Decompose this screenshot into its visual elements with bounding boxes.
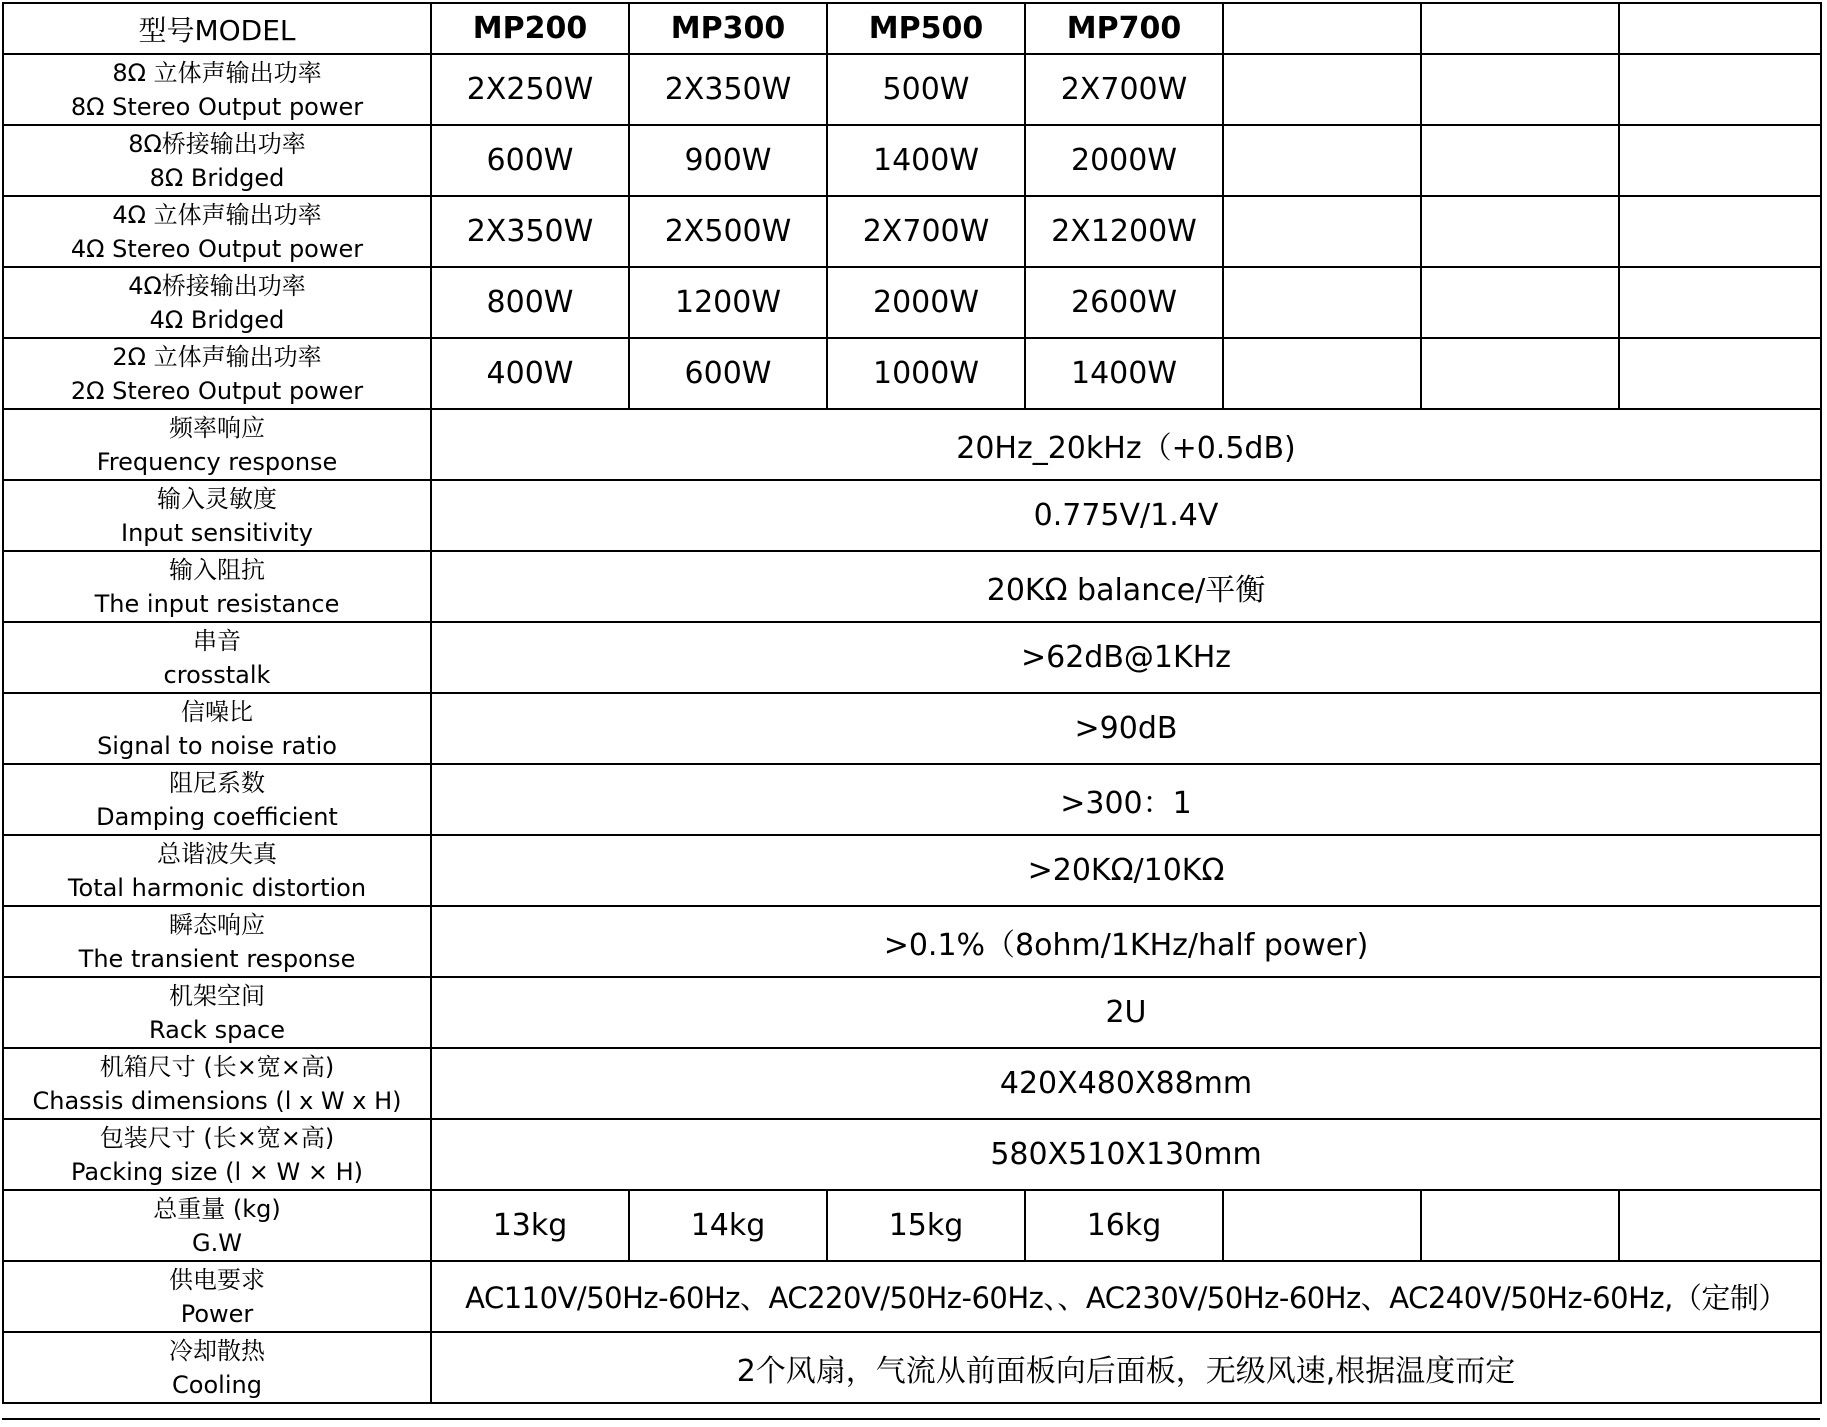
spec-label-en: crosstalk bbox=[163, 660, 271, 689]
spec-value bbox=[1223, 125, 1421, 196]
spec-value: 1400W bbox=[827, 125, 1025, 196]
spec-value bbox=[1619, 267, 1821, 338]
spec-label-zh: 机箱尺寸 (长×宽×高) bbox=[99, 1052, 335, 1081]
model-header-cell bbox=[1223, 3, 1421, 54]
spec-label-zh: 冷却散热 bbox=[169, 1336, 265, 1365]
spec-value bbox=[1421, 196, 1619, 267]
spec-value: 900W bbox=[629, 125, 827, 196]
spec-value: 1000W bbox=[827, 338, 1025, 409]
spec-label bbox=[3, 1048, 431, 1119]
spec-value: 14kg bbox=[629, 1190, 827, 1261]
spec-label-zh: 机架空间 bbox=[169, 981, 265, 1010]
spec-label-en: The transient response bbox=[78, 944, 356, 973]
spec-label-zh: 输入阻抗 bbox=[169, 555, 265, 584]
spec-value bbox=[1223, 1190, 1421, 1261]
spec-value: 2000W bbox=[1025, 125, 1223, 196]
spec-value bbox=[1619, 54, 1821, 125]
spec-label-zh: 包装尺寸 (长×宽×高) bbox=[99, 1123, 335, 1152]
spec-value: 2X1200W bbox=[1025, 196, 1223, 267]
spec-label-en: Frequency response bbox=[96, 447, 338, 476]
table-row bbox=[3, 1190, 1821, 1261]
spec-label-zh: 输入灵敏度 bbox=[157, 484, 277, 513]
spec-label-zh: 4Ω桥接输出功率 bbox=[128, 271, 306, 300]
spec-label-en: Chassis dimensions (l x W x H) bbox=[32, 1086, 402, 1115]
model-header-cell bbox=[1421, 3, 1619, 54]
spec-label-en: 8Ω Stereo Output power bbox=[70, 92, 364, 121]
spec-value: 15kg bbox=[827, 1190, 1025, 1261]
spec-value: 13kg bbox=[431, 1190, 629, 1261]
spec-value-merged: 0.775V/1.4V bbox=[431, 480, 1821, 551]
table-row bbox=[3, 267, 1821, 338]
table-row bbox=[3, 480, 1821, 551]
table-row bbox=[3, 1119, 1821, 1190]
spec-value bbox=[1619, 1190, 1821, 1261]
spec-value bbox=[1619, 338, 1821, 409]
spec-label bbox=[3, 764, 431, 835]
table-row bbox=[3, 906, 1821, 977]
model-header-cell: MP300 bbox=[629, 3, 827, 54]
spec-label-zh: 供电要求 bbox=[169, 1265, 265, 1294]
spec-value: 600W bbox=[629, 338, 827, 409]
spec-label bbox=[3, 409, 431, 480]
spec-label bbox=[3, 196, 431, 267]
table-row bbox=[3, 551, 1821, 622]
model-header-cell: MP200 bbox=[431, 3, 629, 54]
table-row bbox=[3, 54, 1821, 125]
spec-value-merged: >0.1%（8ohm/1KHz/half power) bbox=[431, 906, 1821, 977]
spec-value bbox=[1421, 125, 1619, 196]
spec-label-zh: 2Ω 立体声输出功率 bbox=[112, 342, 322, 371]
spec-label-zh: 总重量 (kg) bbox=[153, 1194, 281, 1223]
spec-value-merged: AC110V/50Hz-60Hz、AC220V/50Hz-60Hz、、AC230V/50Hz-60Hz、AC240V/50Hz-60Hz,（定制） bbox=[431, 1261, 1821, 1332]
spec-label-en: 8Ω Bridged bbox=[149, 163, 285, 192]
spec-label-en: Power bbox=[180, 1299, 254, 1328]
spec-label-zh: 频率响应 bbox=[169, 413, 265, 442]
spec-label-en: Packing size (l × W × H) bbox=[70, 1157, 363, 1186]
spec-label-zh: 瞬态响应 bbox=[169, 910, 265, 939]
spec-value-merged: >90dB bbox=[431, 693, 1821, 764]
spec-value: 2X250W bbox=[431, 54, 629, 125]
spec-value: 800W bbox=[431, 267, 629, 338]
table-row bbox=[3, 977, 1821, 1048]
spec-label-en: 4Ω Stereo Output power bbox=[70, 234, 364, 263]
spec-value bbox=[1619, 196, 1821, 267]
spec-label-en: Input sensitivity bbox=[121, 518, 313, 547]
table-row bbox=[3, 835, 1821, 906]
spec-label-en: G.W bbox=[192, 1228, 242, 1257]
model-header-cell bbox=[1619, 3, 1821, 54]
spec-value: 2X500W bbox=[629, 196, 827, 267]
spec-label-zh: 8Ω桥接输出功率 bbox=[128, 129, 306, 158]
model-header-cell: MP700 bbox=[1025, 3, 1223, 54]
spec-value bbox=[1619, 125, 1821, 196]
spec-value bbox=[1223, 196, 1421, 267]
spec-value: 400W bbox=[431, 338, 629, 409]
spec-table bbox=[2, 2, 1822, 1404]
spec-value-merged: >300：1 bbox=[431, 764, 1821, 835]
spec-value-merged: 20Hz_20kHz（+0.5dB) bbox=[431, 409, 1821, 480]
spec-value: 2X700W bbox=[1025, 54, 1223, 125]
spec-value-merged: 420X480X88mm bbox=[431, 1048, 1821, 1119]
spec-label bbox=[3, 1261, 431, 1332]
spec-value bbox=[1421, 54, 1619, 125]
table-row bbox=[3, 1261, 1821, 1332]
spec-value-merged: 20KΩ balance/平衡 bbox=[431, 551, 1821, 622]
spec-value-merged: >62dB@1KHz bbox=[431, 622, 1821, 693]
spec-label-en: Cooling bbox=[172, 1370, 262, 1399]
spec-value-merged: >20KΩ/10KΩ bbox=[431, 835, 1821, 906]
table-row bbox=[3, 338, 1821, 409]
spec-label-en: 2Ω Stereo Output power bbox=[70, 376, 364, 405]
spec-value: 500W bbox=[827, 54, 1025, 125]
spec-value bbox=[1223, 267, 1421, 338]
spec-value bbox=[1223, 54, 1421, 125]
table-row bbox=[3, 409, 1821, 480]
spec-value: 2000W bbox=[827, 267, 1025, 338]
spec-label bbox=[3, 622, 431, 693]
spec-value: 2X350W bbox=[629, 54, 827, 125]
table-row bbox=[3, 125, 1821, 196]
table-row bbox=[3, 1048, 1821, 1119]
spec-label bbox=[3, 551, 431, 622]
spec-label-zh: 4Ω 立体声输出功率 bbox=[112, 200, 322, 229]
bottom-divider bbox=[2, 1418, 1820, 1420]
table-row bbox=[3, 196, 1821, 267]
spec-label bbox=[3, 480, 431, 551]
spec-value: 2X700W bbox=[827, 196, 1025, 267]
spec-value: 1200W bbox=[629, 267, 827, 338]
spec-label-zh: 串音 bbox=[193, 626, 241, 655]
spec-value: 2600W bbox=[1025, 267, 1223, 338]
spec-value-merged: 2个风扇，气流从前面板向后面板，无级风速,根据温度而定 bbox=[431, 1332, 1821, 1403]
table-row bbox=[3, 1332, 1821, 1403]
spec-label bbox=[3, 1332, 431, 1403]
spec-label bbox=[3, 693, 431, 764]
spec-label-en: Total harmonic distortion bbox=[67, 873, 367, 902]
spec-value bbox=[1421, 338, 1619, 409]
spec-label bbox=[3, 338, 431, 409]
model-label-cell: 型号MODEL bbox=[3, 3, 431, 54]
model-header-cell: MP500 bbox=[827, 3, 1025, 54]
spec-label bbox=[3, 1119, 431, 1190]
spec-label bbox=[3, 977, 431, 1048]
spec-value-merged: 580X510X130mm bbox=[431, 1119, 1821, 1190]
spec-value-merged: 2U bbox=[431, 977, 1821, 1048]
spec-label bbox=[3, 125, 431, 196]
spec-label-zh: 8Ω 立体声输出功率 bbox=[112, 58, 322, 87]
table-row bbox=[3, 622, 1821, 693]
spec-value bbox=[1223, 338, 1421, 409]
spec-label-en: Signal to noise ratio bbox=[97, 731, 337, 760]
spec-label-en: 4Ω Bridged bbox=[149, 305, 285, 334]
spec-label-en: The input resistance bbox=[94, 589, 340, 618]
spec-label-en: Damping coefficient bbox=[96, 802, 338, 831]
spec-label bbox=[3, 54, 431, 125]
spec-value: 16kg bbox=[1025, 1190, 1223, 1261]
spec-label-zh: 总谐波失真 bbox=[157, 839, 277, 868]
header-row bbox=[3, 3, 1821, 54]
spec-value: 2X350W bbox=[431, 196, 629, 267]
spec-value: 600W bbox=[431, 125, 629, 196]
spec-label bbox=[3, 835, 431, 906]
table-row bbox=[3, 764, 1821, 835]
spec-value bbox=[1421, 1190, 1619, 1261]
spec-label bbox=[3, 906, 431, 977]
table-row bbox=[3, 693, 1821, 764]
spec-label-en: Rack space bbox=[149, 1015, 285, 1044]
spec-label-zh: 阻尼系数 bbox=[169, 768, 265, 797]
spec-value: 1400W bbox=[1025, 338, 1223, 409]
spec-label-zh: 信噪比 bbox=[181, 697, 253, 726]
spec-label bbox=[3, 1190, 431, 1261]
spec-label bbox=[3, 267, 431, 338]
spec-value bbox=[1421, 267, 1619, 338]
